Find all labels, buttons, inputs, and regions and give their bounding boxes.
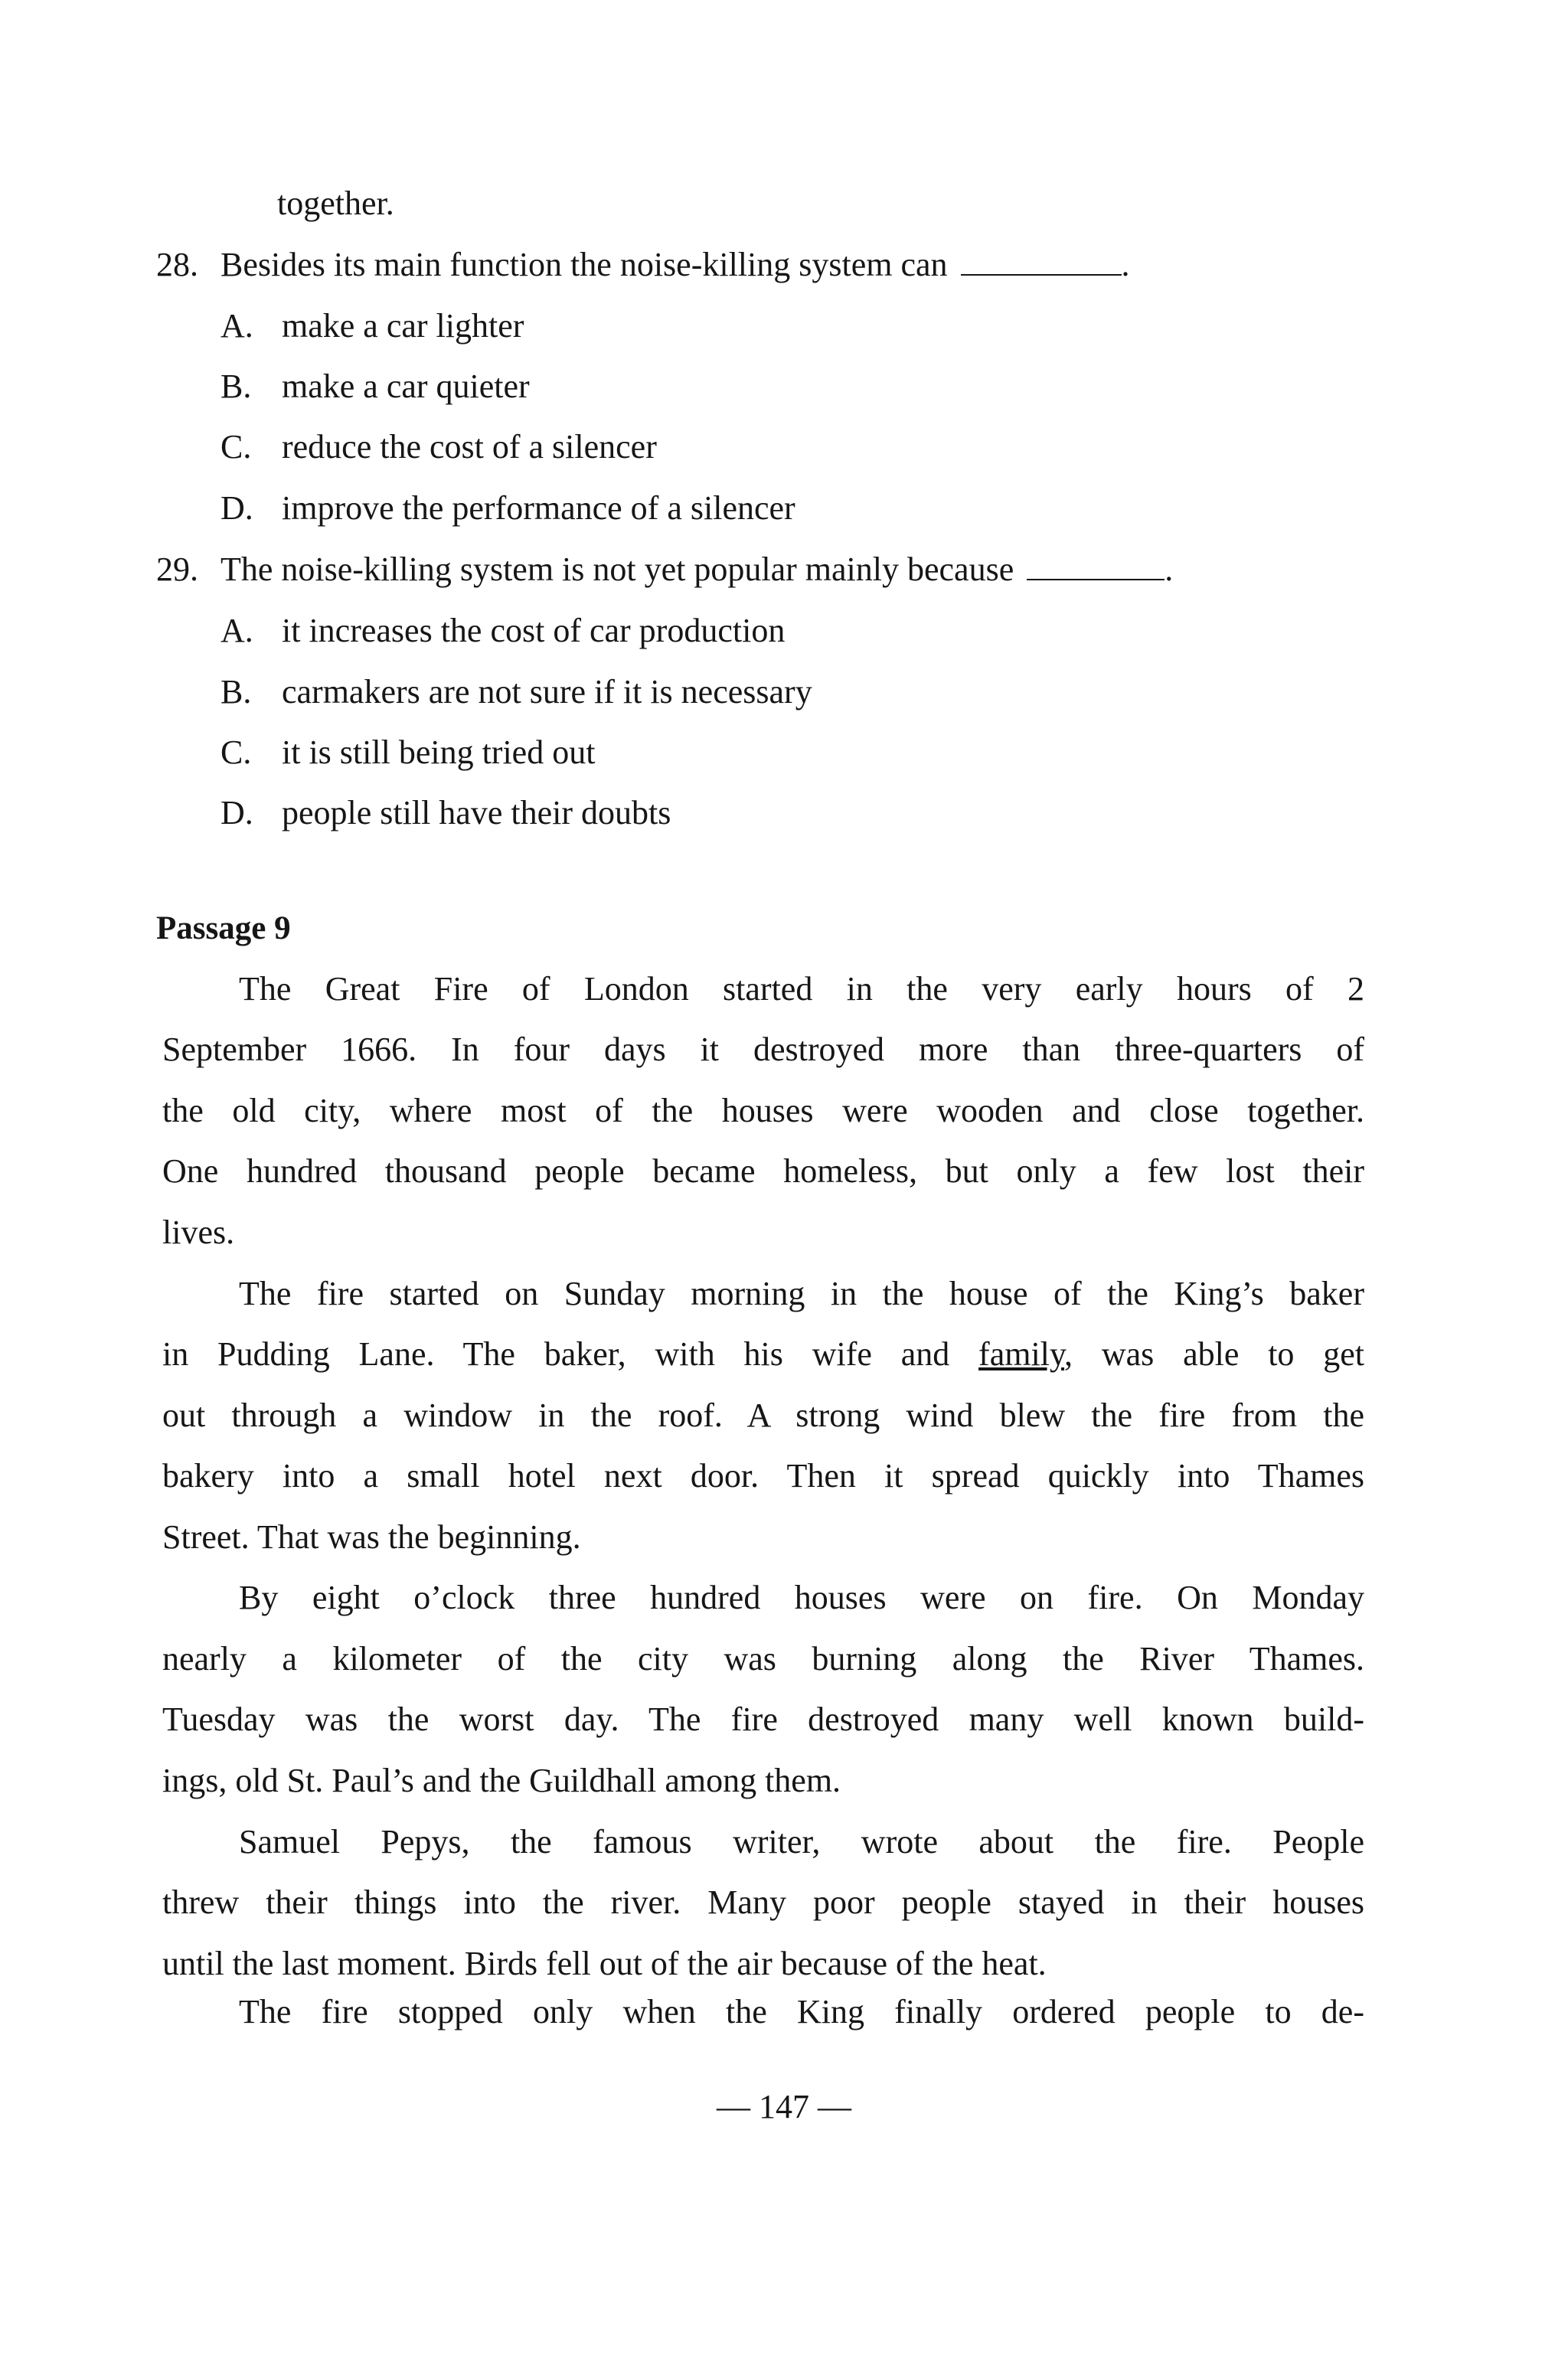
option-letter: B. [220, 673, 252, 711]
paragraph-line: By eight o’clock three hundred houses were on fire. On Monday [239, 1579, 1364, 1616]
option-letter: D. [220, 794, 253, 831]
question-stem [156, 548, 1173, 591]
option-b [220, 671, 812, 714]
option-c [220, 426, 657, 469]
option-b [220, 365, 530, 408]
text-segment: in Pudding Lane. The baker, with his wife and [162, 1335, 950, 1373]
option-d [220, 487, 795, 530]
paragraph-line: lives. [162, 1214, 235, 1251]
option-c [220, 731, 595, 774]
paragraph-line: Street. That was the beginning. [162, 1518, 581, 1556]
option-letter: B. [220, 368, 252, 405]
text-segment: , was able to get [1064, 1335, 1364, 1373]
option-text: people still have their doubts [282, 794, 671, 831]
paragraph-line: Samuel Pepys, the famous writer, wrote about the fire. People [239, 1823, 1364, 1861]
option-text: reduce the cost of a silencer [282, 428, 657, 466]
paragraph-line: bakery into a small hotel next door. Then it spread quickly into Thames [162, 1457, 1364, 1495]
option-text: it is still being tried out [282, 733, 596, 771]
paragraph-line [162, 1333, 1364, 1376]
option-text: it increases the cost of car production [282, 612, 786, 649]
answer-blank [1027, 553, 1165, 580]
option-letter: A. [220, 612, 253, 649]
question-number: 28. [156, 246, 198, 283]
option-letter: D. [220, 489, 253, 527]
option-text: carmakers are not sure if it is necessary [282, 673, 812, 711]
question-stem [156, 243, 1130, 286]
paragraph-line: threw their things into the river. Many poor people stayed in their houses [162, 1883, 1364, 1921]
option-letter: A. [220, 307, 253, 345]
question-end: . [1121, 246, 1130, 283]
continuation-text: together. [277, 185, 394, 222]
option-a [220, 609, 785, 652]
option-letter: C. [220, 428, 252, 466]
underlined-word: family [978, 1335, 1065, 1373]
option-text: make a car quieter [282, 368, 530, 405]
paragraph-line: ings, old St. Paul’s and the Guildhall among them. [162, 1762, 841, 1799]
paragraph-line: The fire started on Sunday morning in the house of the King’s baker [239, 1275, 1364, 1312]
paragraph-line: The fire stopped only when the King finally ordered people to de- [239, 1993, 1364, 2030]
question-number: 29. [156, 550, 198, 588]
paragraph-line: out through a window in the roof. A strong wind blew the fire from the [162, 1397, 1364, 1434]
question-text: The noise-killing system is not yet popular mainly because [220, 550, 1014, 588]
option-a [220, 305, 524, 348]
paragraph-line: nearly a kilometer of the city was burning along the River Thames. [162, 1640, 1364, 1678]
paragraph-line: Tuesday was the worst day. The fire destroyed many well known build- [162, 1700, 1364, 1738]
answer-blank [961, 248, 1122, 276]
question-text: Besides its main function the noise-killing system can [220, 246, 948, 283]
paragraph-line: The Great Fire of London started in the very early hours of 2 [239, 970, 1364, 1008]
option-text: improve the performance of a silencer [282, 489, 795, 527]
option-d [220, 792, 671, 835]
paragraph-line: One hundred thousand people became homeless, but only a few lost their [162, 1152, 1364, 1190]
paragraph-line: September 1666. In four days it destroyed more than three-quarters of [162, 1031, 1364, 1068]
paragraph-line: until the last moment. Birds fell out of the air because of the heat. [162, 1945, 1047, 1982]
paragraph-line: the old city, where most of the houses were wooden and close together. [162, 1092, 1364, 1129]
question-end: . [1165, 550, 1174, 588]
option-letter: C. [220, 733, 252, 771]
option-text: make a car lighter [282, 307, 524, 345]
passage-heading: Passage 9 [156, 910, 291, 946]
page-number: — 147 — [717, 2088, 851, 2125]
